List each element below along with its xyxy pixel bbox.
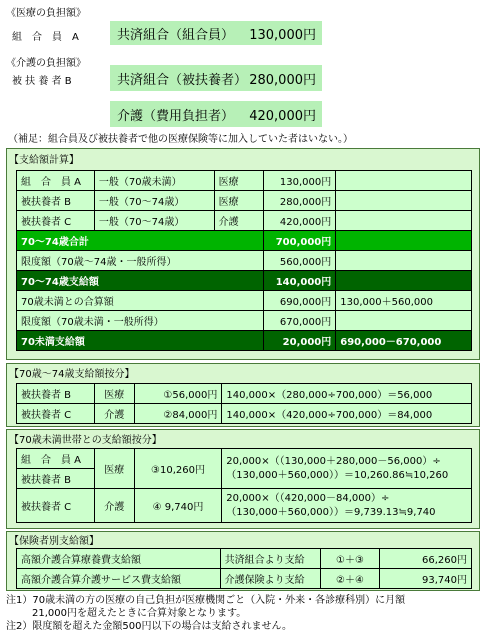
member-a-label: 組 合 員 A [12,32,79,43]
member-box-label: 共済組合（組合員） [117,27,235,43]
note-1-line1: 注1）70歳未満の方の医療の自己負担が医療機関ごと（入院・外来・各診療科別）に月額 [6,595,406,606]
formula-4-line1: 20,000×（（420,000－84,000）÷ [226,492,390,504]
table-row [17,404,472,424]
dependent-box-label: 共済組合（被扶養者） [117,72,248,88]
table-row [17,211,472,231]
insurer-source: 介護保険より支給 [220,569,320,589]
insurer-table [16,548,472,589]
notes [6,594,405,633]
insurer-formula: ②＋④ [320,569,380,589]
limit-under70-value: 670,000円 [264,311,336,331]
calc-table [16,170,472,351]
insurer-amount: 66,260円 [380,549,472,569]
calc-row-type: 医療 [214,171,264,191]
total-70-74-label: 70〜74歳合計 [17,231,264,251]
limit-under70-label: 限度額（70歳未満・一般所得） [17,311,264,331]
pay-under70-formula: 690,000－670,000 [336,331,472,351]
care-box [110,101,322,127]
insurer-item: 高額介護合算療養費支給額 [17,549,221,569]
apportion-formula: 140,000×（420,000÷700,000）＝84,000 [222,404,472,424]
value-4: ④ 9,740円 [134,489,222,523]
dependent-box-value: 280,000円 [249,72,316,88]
apportion-formula: 140,000×（280,000÷700,000）＝56,000 [222,384,472,404]
dependent-box [110,65,322,91]
insurer-amount: 93,740円 [380,569,472,589]
calc-section-title: 【支給額計算】 [9,155,79,166]
calc-row-person: 組 合 員 A [17,171,95,191]
calc-row-note [336,191,472,211]
medical-burden-title: 《医療の負担額》 [6,8,86,19]
person-dependent-c: 被扶養者 C [17,489,95,523]
person-member-a: 組 合 員 A [17,449,95,469]
formula-3-line2: （130,000＋560,000））＝10,260.86≒10,260 [226,469,449,481]
apportion-person: 被扶養者 B [17,384,95,404]
limit-70-74-row [17,251,472,271]
apportion-70-74-title: 【70歳〜74歳支給額按分】 [9,369,135,380]
value-3: ③10,260円 [134,449,222,489]
sum-under70-formula: 130,000＋560,000 [336,291,472,311]
member-box-value: 130,000円 [249,27,316,43]
calc-row-note [336,211,472,231]
type-care: 介護 [94,489,134,523]
calc-row-type: 医療 [214,191,264,211]
limit-under70-row [17,311,472,331]
calc-row-person: 被扶養者 C [17,211,95,231]
supplement-note: （補足：組合員及び被扶養者で他の医療保険等に加入していた者はいない。） [8,134,353,145]
apportion-person: 被扶養者 C [17,404,95,424]
calc-row-category: 一般（70〜74歳） [94,211,214,231]
note-1-line2: 21,000円を超えたときに合算対象となります。 [32,608,247,619]
note-2: 注2）限度額を超えた金額500円以下の場合は支給されません。 [6,621,293,632]
calc-row-category: 一般（70〜74歳） [94,191,214,211]
calc-row-person: 被扶養者 B [17,191,95,211]
sum-under70-value: 690,000円 [264,291,336,311]
pay-70-74-value: 140,000円 [264,271,336,291]
formula-3-line1: 20,000×（（130,000＋280,000－56,000）÷ [226,455,441,467]
apportion-70-74-table [16,383,472,424]
apportion-under70-title: 【70歳未満世帯との支給額按分】 [9,435,162,446]
calc-row-amount: 280,000円 [264,191,336,211]
pay-70-74-label: 70〜74歳支給額 [17,271,264,291]
table-row [17,489,472,523]
dependent-b-label: 被 扶 養 者 B [12,76,72,87]
care-box-value: 420,000円 [249,108,316,124]
table-row [17,191,472,211]
sum-under70-row [17,291,472,311]
apportion-under70-table [16,448,472,523]
member-box [110,21,322,45]
calc-row-amount: 130,000円 [264,171,336,191]
apportion-value: ②84,000円 [134,404,222,424]
apportion-value: ①56,000円 [134,384,222,404]
table-row [17,171,472,191]
pay-70-74-row [17,271,472,291]
person-dependent-b: 被扶養者 B [17,469,95,489]
calc-row-amount: 420,000円 [264,211,336,231]
formula-4-line2: （130,000＋560,000））＝9,739.13≒9,740 [226,506,436,518]
care-burden-title: 《介護の負担額》 [6,58,86,69]
calc-row-type: 介護 [214,211,264,231]
apportion-type: 介護 [94,404,134,424]
calc-row-note [336,171,472,191]
table-row [17,384,472,404]
limit-70-74-value: 560,000円 [264,251,336,271]
care-box-label: 介護（費用負担者） [117,108,235,124]
apportion-type: 医療 [94,384,134,404]
total-70-74-value: 700,000円 [264,231,336,251]
table-row [17,569,472,589]
limit-70-74-label: 限度額（70歳〜74歳・一般所得） [17,251,264,271]
total-70-74-row [17,231,472,251]
pay-under70-label: 70未満支給額 [17,331,264,351]
insurer-item: 高額介護合算介護サービス費支給額 [17,569,221,589]
pay-under70-row [17,331,472,351]
insurer-source: 共済組合より支給 [220,549,320,569]
pay-under70-value: 20,000円 [264,331,336,351]
sum-under70-label: 70歳未満との合算額 [17,291,264,311]
insurer-section-title: 【保険者別支給額】 [9,536,99,547]
insurer-formula: ①＋③ [320,549,380,569]
table-row [17,549,472,569]
formula-4 [222,489,472,523]
type-medical: 医療 [94,449,134,489]
formula-3 [222,449,472,489]
calc-row-category: 一般（70歳未満） [94,171,214,191]
table-row [17,449,472,469]
